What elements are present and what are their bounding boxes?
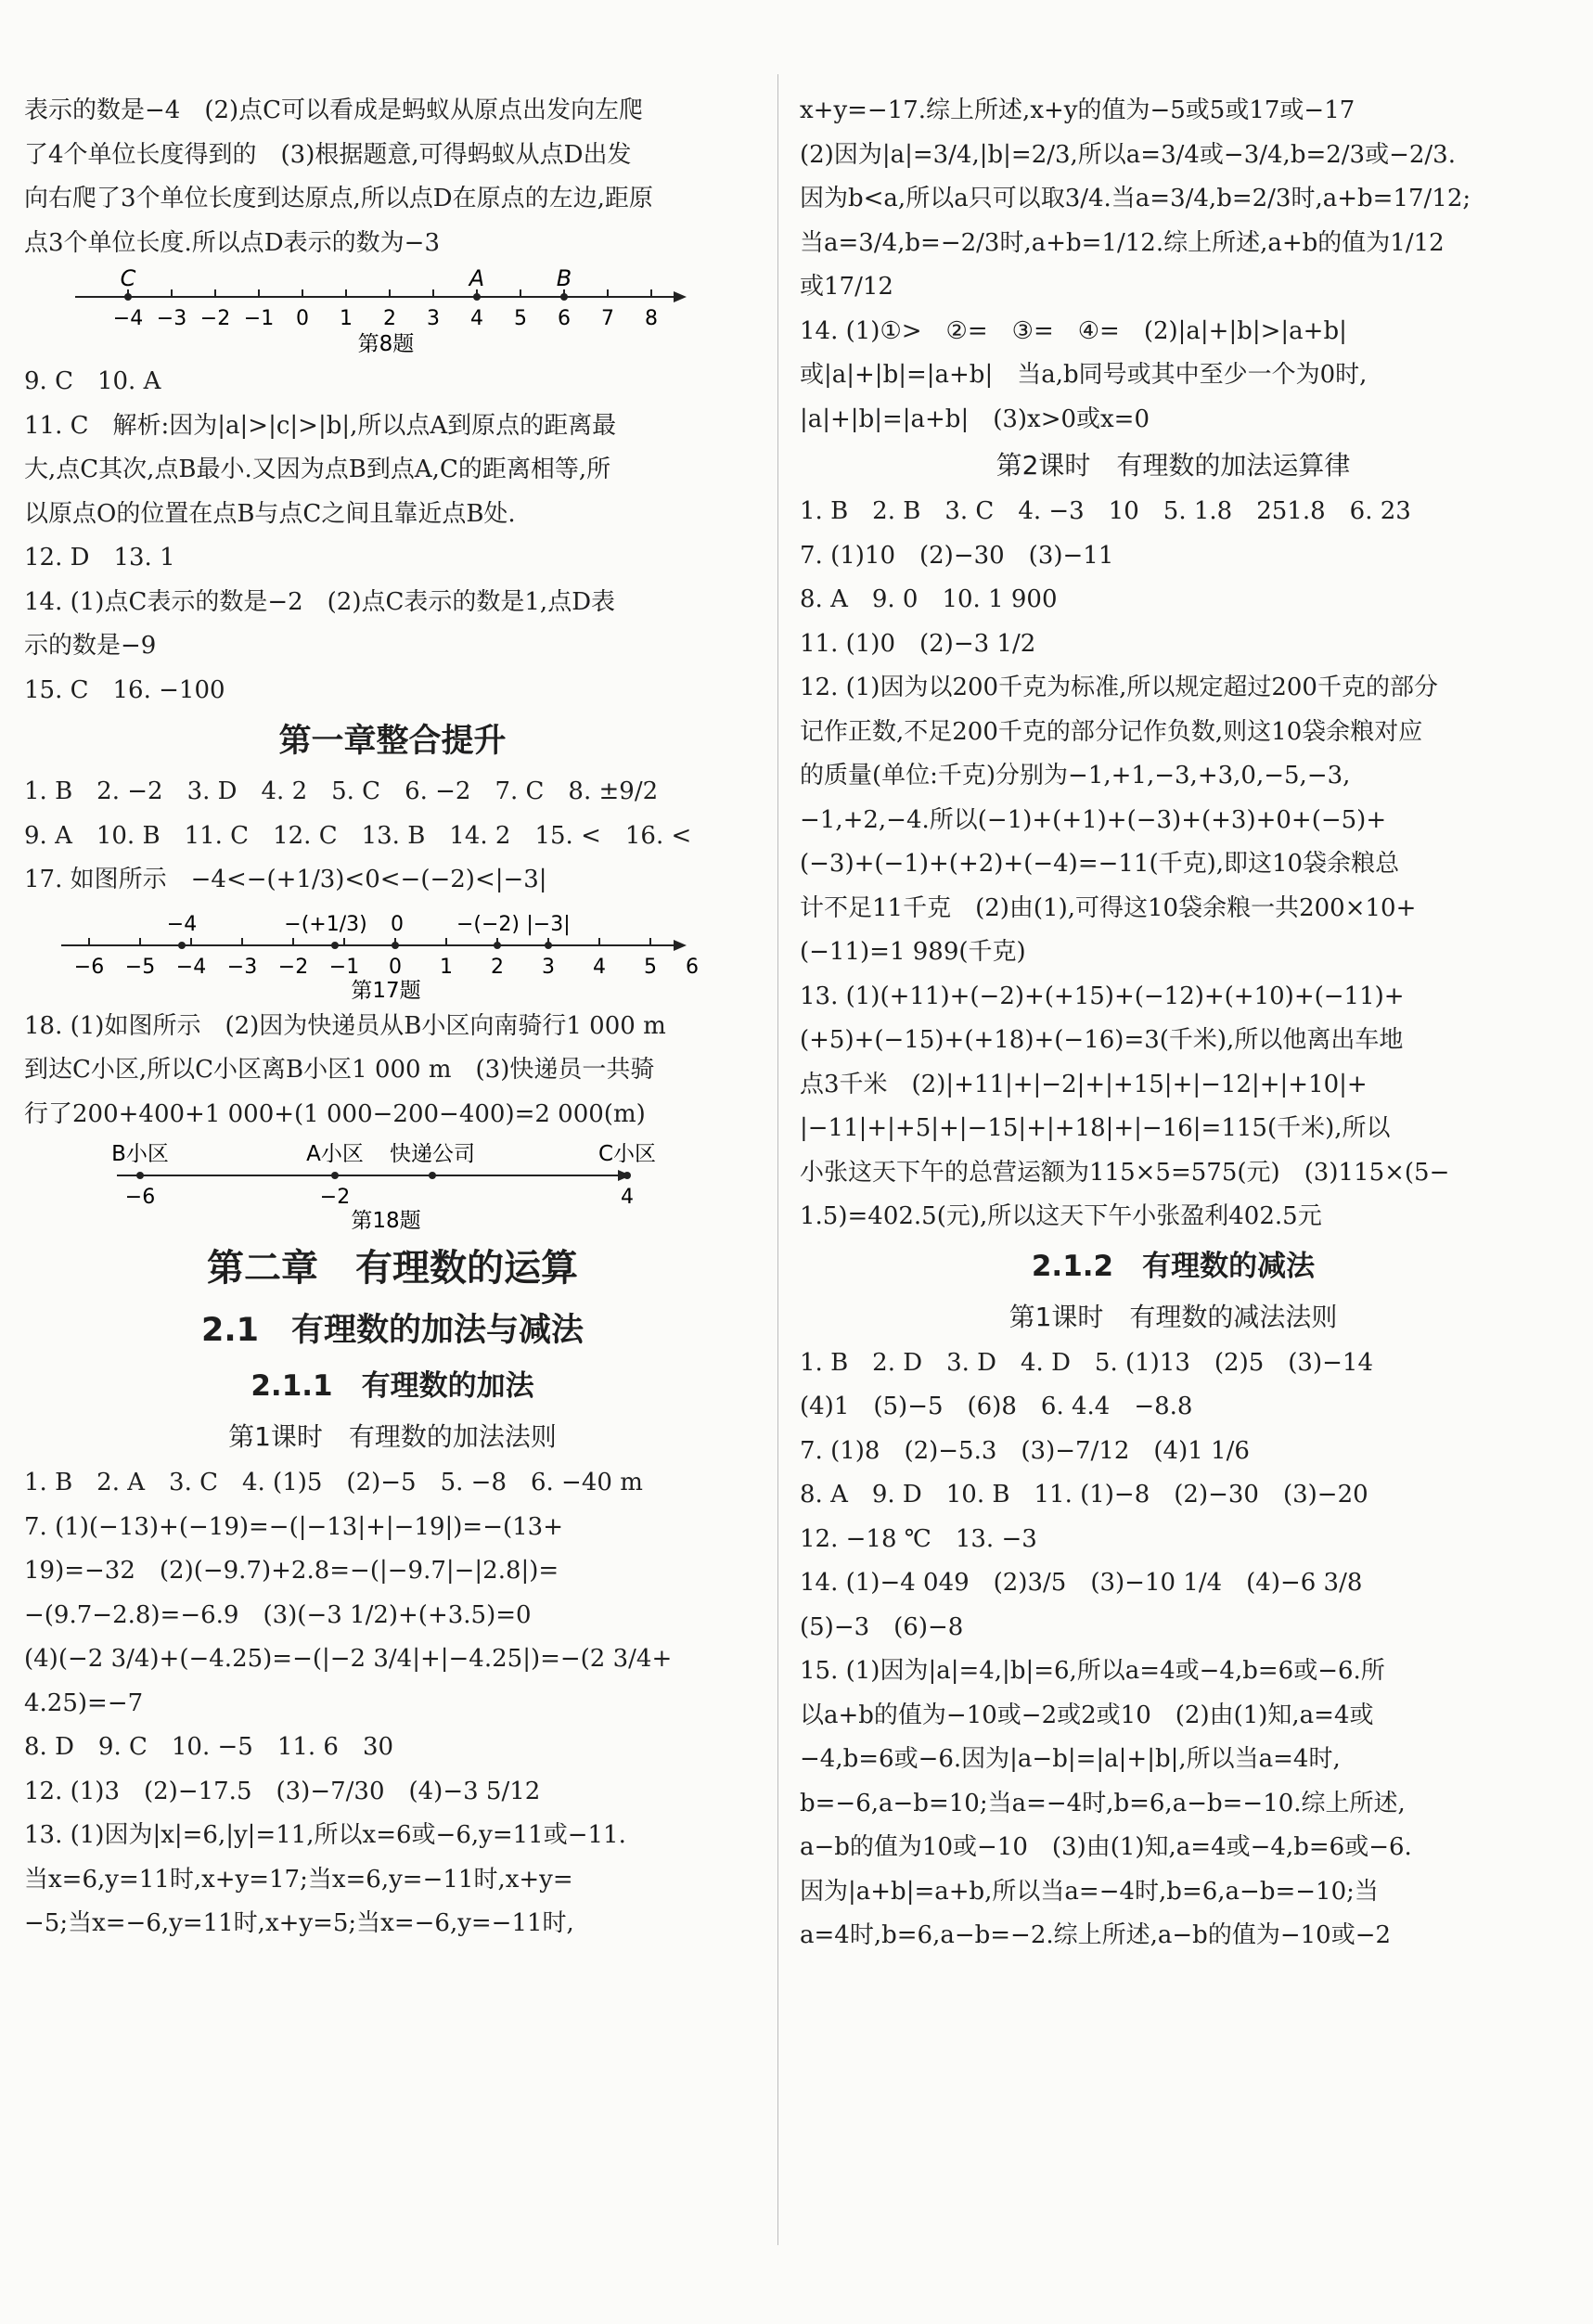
- text-line: 15. (1)因为|a|=4,|b|=6,所以a=4或−4,b=6或−6.所: [800, 1657, 1385, 1685]
- axis-arrow: [674, 940, 687, 951]
- tick-label: 4: [621, 1186, 634, 1209]
- tick-label: 2: [383, 307, 396, 330]
- text-line: (2)因为|a|=3/4,|b|=2/3,所以a=3/4或−3/4,b=2/3或−2/3.: [800, 140, 1456, 169]
- tick-label: 1: [340, 307, 353, 330]
- text-line: 7. (1)(−13)+(−19)=−(|−13|+|−19|)=−(13+: [24, 1512, 564, 1541]
- text-line: |−11|+|+5|+|−15|+|+18|+|−16|=115(千米),所以: [800, 1114, 1391, 1142]
- tick-label: 5: [644, 955, 657, 979]
- point-dot: [331, 942, 339, 949]
- text-line: 的质量(单位:千克)分别为−1,+1,−3,+3,0,−5,−3,: [800, 762, 1351, 790]
- point-b-label: B: [556, 267, 572, 291]
- text-line: (4)(−2 3/4)+(−4.25)=−(|−2 3/4|+|−4.25|)=−(2 3/4+: [24, 1645, 673, 1673]
- text-line: (+5)+(−15)+(+18)+(−16)=3(千米),所以他离出车地: [800, 1026, 1404, 1054]
- text-line: 11. C 解析:因为|a|>|c|>|b|,所以点A到原点的距离最: [24, 411, 617, 440]
- text-line: 或17/12: [800, 273, 893, 301]
- tick-label: 4: [470, 307, 483, 330]
- figure-caption: 第17题: [351, 978, 421, 1001]
- text-line: 14. (1)①> ②= ③= ④= (2)|a|+|b|>|a+b|: [800, 316, 1347, 345]
- tick-label: 2: [491, 955, 504, 979]
- text-line: 小张这天下午的总营运额为115×5=575(元) (3)115×(5−: [800, 1158, 1450, 1187]
- tick-label: −3: [156, 307, 187, 330]
- text-line: 当a=3/4,b=−2/3时,a+b=1/12.综上所述,a+b的值为1/12: [800, 228, 1445, 257]
- point-label: A小区: [306, 1142, 364, 1166]
- left-column: [24, 89, 761, 1946]
- tick-label: 3: [427, 307, 440, 330]
- text-line: 以a+b的值为−10或−2或2或10 (2)由(1)知,a=4或: [800, 1701, 1374, 1729]
- tick-label: −2: [199, 307, 231, 330]
- section-heading: 第一章整合提升: [278, 723, 507, 760]
- point-label: −(−2): [456, 912, 520, 936]
- tick-label: 5: [514, 307, 527, 330]
- subsection-heading: 2.1.1 有理数的加法: [251, 1369, 534, 1403]
- text-line: 行了200+400+1 000+(1 000−200−400)=2 000(m): [24, 1099, 646, 1128]
- point-label: 0: [391, 912, 404, 936]
- figure-18-number-line: [24, 1138, 711, 1231]
- tick-label: −4: [175, 955, 207, 979]
- text-line: (−3)+(−1)+(+2)+(−4)=−11(千克),即这10袋余粮总: [800, 850, 1400, 878]
- text-line: 12. −18 ℃ 13. −3: [800, 1524, 1037, 1553]
- tick-label: 8: [645, 307, 658, 330]
- chapter-heading: 第二章 有理数的运算: [207, 1247, 578, 1290]
- tick-label: −1: [243, 307, 275, 330]
- axis-arrow: [674, 291, 687, 302]
- text-line: 或|a|+|b|=|a+b| 当a,b同号或其中至少一个为0时,: [800, 361, 1368, 389]
- text-line: 了4个单位长度得到的 (3)根据题意,可得蚂蚁从点D出发: [24, 140, 632, 169]
- text-line: 当x=6,y=11时,x+y=17;当x=6,y=−11时,x+y=: [24, 1865, 573, 1894]
- text-line: 大,点C其次,点B最小.又因为点B到点A,C的距离相等,所: [24, 456, 611, 483]
- text-line: 点3个单位长度.所以点D表示的数为−3: [24, 228, 440, 257]
- tick-label: −2: [319, 1186, 351, 1209]
- lesson-heading: 第2课时 有理数的加法运算律: [996, 450, 1351, 481]
- text-line: |a|+|b|=|a+b| (3)x>0或x=0: [800, 404, 1150, 433]
- text-line: x+y=−17.综上所述,x+y的值为−5或5或17或−17: [800, 96, 1355, 124]
- point-c-label: C: [120, 267, 136, 291]
- text-line: −5;当x=−6,y=11时,x+y=5;当x=−6,y=−11时,: [24, 1909, 574, 1937]
- tick-label: −6: [73, 955, 105, 979]
- subsection-heading: 2.1.2 有理数的减法: [1031, 1249, 1316, 1283]
- text-line: 12. (1)因为以200千克为标准,所以规定超过200千克的部分: [800, 674, 1438, 701]
- text-line: 以原点O的位置在点B与点C之间且靠近点B处.: [24, 499, 516, 528]
- text-line: 1.5)=402.5(元),所以这天下午小张盈利402.5元: [800, 1202, 1322, 1230]
- text-line: 15. C 16. −100: [24, 675, 225, 704]
- text-line: 到达C小区,所以C小区离B小区1 000 m (3)快递员一共骑: [24, 1056, 655, 1084]
- text-line: 点3千米 (2)|+11|+|−2|+|+15|+|−12|+|+10|+: [800, 1070, 1368, 1098]
- text-line: 向右爬了3个单位长度到达原点,所以点D在原点的左边,距原: [24, 185, 653, 212]
- tick-label: −4: [112, 307, 144, 330]
- text-line: 12. (1)3 (2)−17.5 (3)−7/30 (4)−3 5/12: [24, 1777, 541, 1805]
- text-line: 表示的数是−4 (2)点C可以看成是蚂蚁从原点出发向左爬: [24, 96, 644, 124]
- text-line: 14. (1)点C表示的数是−2 (2)点C表示的数是1,点D表: [24, 587, 616, 616]
- text-line: (4)1 (5)−5 (6)8 6. 4.4 −8.8: [800, 1393, 1193, 1420]
- text-line: a−b的值为10或−10 (3)由(1)知,a=4或−4,b=6或−6.: [800, 1833, 1412, 1861]
- tick-label: −2: [277, 955, 309, 979]
- text-line: 13. (1)因为|x|=6,|y|=11,所以x=6或−6,y=11或−11.: [24, 1821, 626, 1849]
- tick-label: 3: [542, 955, 555, 979]
- figure-caption: 第8题: [357, 332, 415, 356]
- right-column: [800, 89, 1547, 1958]
- text-line: −1,+2,−4.所以(−1)+(+1)+(−3)+(+3)+0+(−5)+: [800, 805, 1387, 834]
- figure-8-number-line: [24, 267, 711, 356]
- point-label: C小区: [597, 1142, 657, 1166]
- point-a-label: A: [469, 267, 485, 291]
- point-dot: [429, 1172, 436, 1179]
- text-line: 4.25)=−7: [24, 1688, 144, 1717]
- text-line: 因为|a+b|=a+b,所以当a=−4时,b=6,a−b=−10;当: [800, 1877, 1379, 1906]
- text-line: 8. A 9. D 10. B 11. (1)−8 (2)−30 (3)−20: [800, 1481, 1368, 1509]
- tick-label: 6: [558, 307, 571, 330]
- point-dot: [623, 1172, 631, 1179]
- tick-label: −6: [124, 1186, 156, 1209]
- text-line: 7. (1)10 (2)−30 (3)−11: [800, 541, 1114, 570]
- text-line: 因为b<a,所以a只可以取3/4.当a=3/4,b=2/3时,a+b=17/12;: [800, 185, 1471, 212]
- text-line: 12. D 13. 1: [24, 544, 175, 571]
- text-line: (5)−3 (6)−8: [800, 1612, 964, 1641]
- section-heading: 2.1 有理数的加法与减法: [200, 1312, 584, 1349]
- lesson-heading: 第1课时 有理数的减法法则: [1008, 1301, 1338, 1332]
- text-line: 9. A 10. B 11. C 12. C 13. B 14. 2 15. < 16. <: [24, 821, 692, 850]
- lesson-heading: 第1课时 有理数的加法法则: [228, 1421, 557, 1452]
- point-dot: [331, 1172, 339, 1179]
- text-line: b=−6,a−b=10;当a=−4时,b=6,a−b=−10.综上所述,: [800, 1789, 1406, 1817]
- text-line: 1. B 2. A 3. C 4. (1)5 (2)−5 5. −8 6. −40 m: [24, 1469, 643, 1496]
- text-line: 18. (1)如图所示 (2)因为快递员从B小区向南骑行1 000 m: [24, 1011, 666, 1040]
- tick-label: 1: [440, 955, 453, 979]
- text-line: −(9.7−2.8)=−6.9 (3)(−3 1/2)+(+3.5)=0: [24, 1600, 532, 1629]
- text-line: 14. (1)−4 049 (2)3/5 (3)−10 1/4 (4)−6 3/8: [800, 1569, 1363, 1597]
- text-line: 8. D 9. C 10. −5 11. 6 30: [24, 1733, 394, 1761]
- text-line: a=4时,b=6,a−b=−2.综上所述,a−b的值为−10或−2: [800, 1921, 1392, 1949]
- text-line: 9. C 10. A: [24, 367, 161, 395]
- text-line: 记作正数,不足200千克的部分记作负数,则这10袋余粮对应: [800, 717, 1423, 746]
- text-line: 1. B 2. D 3. D 4. D 5. (1)13 (2)5 (3)−14: [800, 1348, 1373, 1377]
- text-line: 13. (1)(+11)+(−2)+(+15)+(−12)+(+10)+(−11)+: [800, 982, 1405, 1010]
- text-line: 17. 如图所示 −4<−(+1/3)<0<−(−2)<|−3|: [24, 866, 547, 893]
- figure-caption: 第18题: [351, 1209, 421, 1231]
- text-line: 11. (1)0 (2)−3 1/2: [800, 629, 1036, 658]
- tick-label: −3: [226, 955, 258, 979]
- text-line: 示的数是−9: [24, 632, 157, 660]
- point-label: −(+1/3): [284, 912, 367, 936]
- tick-label: 7: [601, 307, 614, 330]
- column-divider: [777, 74, 778, 2245]
- tick-label: 4: [593, 955, 606, 979]
- point-label: −4: [166, 912, 198, 936]
- point-label: |−3|: [526, 912, 571, 936]
- text-line: (−11)=1 989(千克): [800, 938, 1026, 966]
- tick-label: −5: [124, 955, 156, 979]
- text-line: 19)=−32 (2)(−9.7)+2.8=−(|−9.7|−|2.8|)=: [24, 1557, 559, 1585]
- text-line: 7. (1)8 (2)−5.3 (3)−7/12 (4)1 1/6: [800, 1436, 1250, 1465]
- text-line: 1. B 2. −2 3. D 4. 2 5. C 6. −2 7. C 8. ±9/2: [24, 777, 659, 805]
- tick-label: 0: [389, 955, 402, 979]
- point-label: B小区: [111, 1142, 169, 1166]
- text-line: 计不足11千克 (2)由(1),可得这10袋余粮一共200×10+: [800, 893, 1417, 922]
- point-dot: [178, 942, 186, 949]
- tick-label: 6: [686, 955, 699, 979]
- figure-17-number-line: [24, 905, 711, 1001]
- text-line: −4,b=6或−6.因为|a−b|=|a|+|b|,所以当a=4时,: [800, 1745, 1341, 1773]
- text-line: 8. A 9. 0 10. 1 900: [800, 585, 1058, 613]
- text-line: 1. B 2. B 3. C 4. −3 10 5. 1.8 251.8 6. 23: [800, 497, 1411, 525]
- point-label: 快递公司: [390, 1142, 475, 1166]
- point-dot: [136, 1172, 144, 1179]
- tick-label: 0: [296, 307, 309, 330]
- tick-label: −1: [328, 955, 360, 979]
